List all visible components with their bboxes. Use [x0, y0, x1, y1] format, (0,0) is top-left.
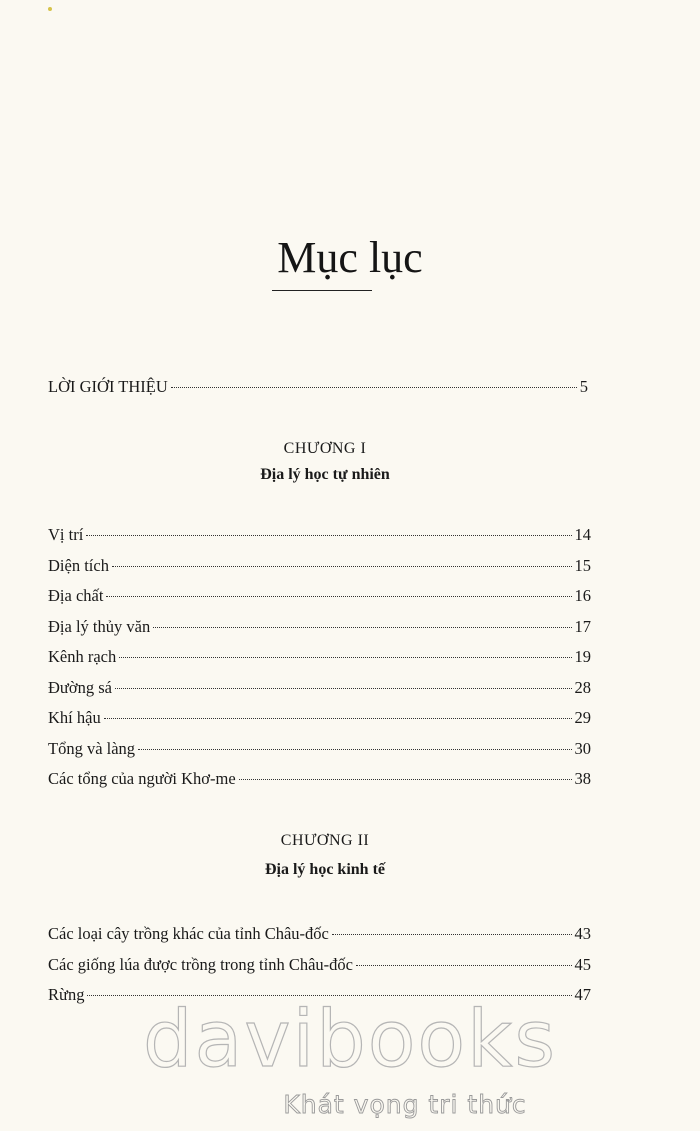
toc-page-number: 47	[574, 985, 591, 1004]
toc-page-number: 43	[574, 924, 591, 943]
toc-entry-title: Kênh rạch	[48, 647, 117, 666]
toc-page-number: 14	[574, 525, 591, 544]
toc-entry-title: Các tổng của người Khơ-me	[48, 769, 236, 788]
toc-page-number: 16	[574, 586, 591, 605]
toc-entry-title: Tổng và làng	[48, 738, 136, 758]
dot-leader	[138, 749, 571, 750]
toc-entry-title: Khí hậu	[48, 708, 101, 727]
toc-page-number: 30	[574, 738, 591, 758]
dot-leader	[106, 596, 571, 597]
dot-leader	[332, 934, 572, 935]
toc-page-number: 28	[574, 677, 591, 697]
watermark-tagline: Khát vọng tri thức	[283, 1090, 527, 1119]
dot-leader	[112, 566, 572, 567]
toc-page-number: 15	[574, 555, 591, 575]
dot-leader	[87, 995, 571, 996]
dot-leader	[86, 535, 571, 536]
toc-entry-title: Rừng	[48, 985, 85, 1004]
toc-entry[interactable]	[48, 555, 591, 577]
dot-leader	[115, 688, 572, 689]
chapter-heading: CHƯƠNG II	[280, 832, 370, 849]
toc-entry[interactable]	[48, 585, 591, 607]
toc-entry-title: Diện tích	[48, 555, 109, 575]
toc-entry-title: Vị trí	[48, 525, 84, 544]
dot-leader	[119, 657, 571, 658]
toc-page-number: 38	[574, 769, 591, 788]
watermark-brand: davibooks	[143, 995, 557, 1085]
toc-page-number: 29	[574, 708, 591, 727]
toc-entry[interactable]	[48, 768, 591, 790]
chapter-subtitle: Địa lý học kinh tế	[264, 861, 385, 878]
chapter-heading: CHƯƠNG I	[283, 440, 367, 457]
toc-entry-title: Các giống lúa được trồng trong tỉnh Châu-đốc	[48, 954, 353, 974]
chapter-subtitle: Địa lý học tự nhiên	[260, 466, 390, 483]
toc-entry[interactable]	[48, 677, 591, 699]
toc-entry-title: Đường sá	[48, 677, 112, 697]
toc-entry-title: Địa lý thủy văn	[48, 616, 151, 636]
dot-leader	[239, 779, 572, 780]
dot-leader	[356, 965, 572, 966]
toc-entry[interactable]	[48, 646, 591, 668]
toc-entry[interactable]	[48, 984, 591, 1006]
toc-page-number: 5	[579, 377, 588, 396]
toc-entry-title: Các loại cây trồng khác của tỉnh Châu-đốc	[48, 924, 329, 943]
toc-page-number: 45	[574, 954, 591, 974]
toc-entry[interactable]	[48, 738, 591, 760]
toc-entry[interactable]	[48, 954, 591, 976]
toc-page-number: 19	[574, 647, 591, 666]
toc-entry[interactable]	[48, 707, 591, 729]
toc-page-number: 17	[574, 616, 591, 636]
speck-mark	[48, 7, 52, 11]
page-title: Mục lục	[277, 233, 423, 282]
toc-entry[interactable]	[48, 923, 591, 945]
toc-entry-title: LỜI GIỚI THIỆU	[48, 377, 168, 396]
toc-entry-intro[interactable]	[48, 376, 588, 398]
dot-leader	[153, 627, 571, 628]
dot-leader	[104, 718, 572, 719]
dot-leader	[171, 387, 577, 388]
toc-entry[interactable]	[48, 616, 591, 638]
toc-entry[interactable]	[48, 524, 591, 546]
toc-entry-title: Địa chất	[48, 586, 104, 605]
title-underline	[272, 290, 372, 291]
